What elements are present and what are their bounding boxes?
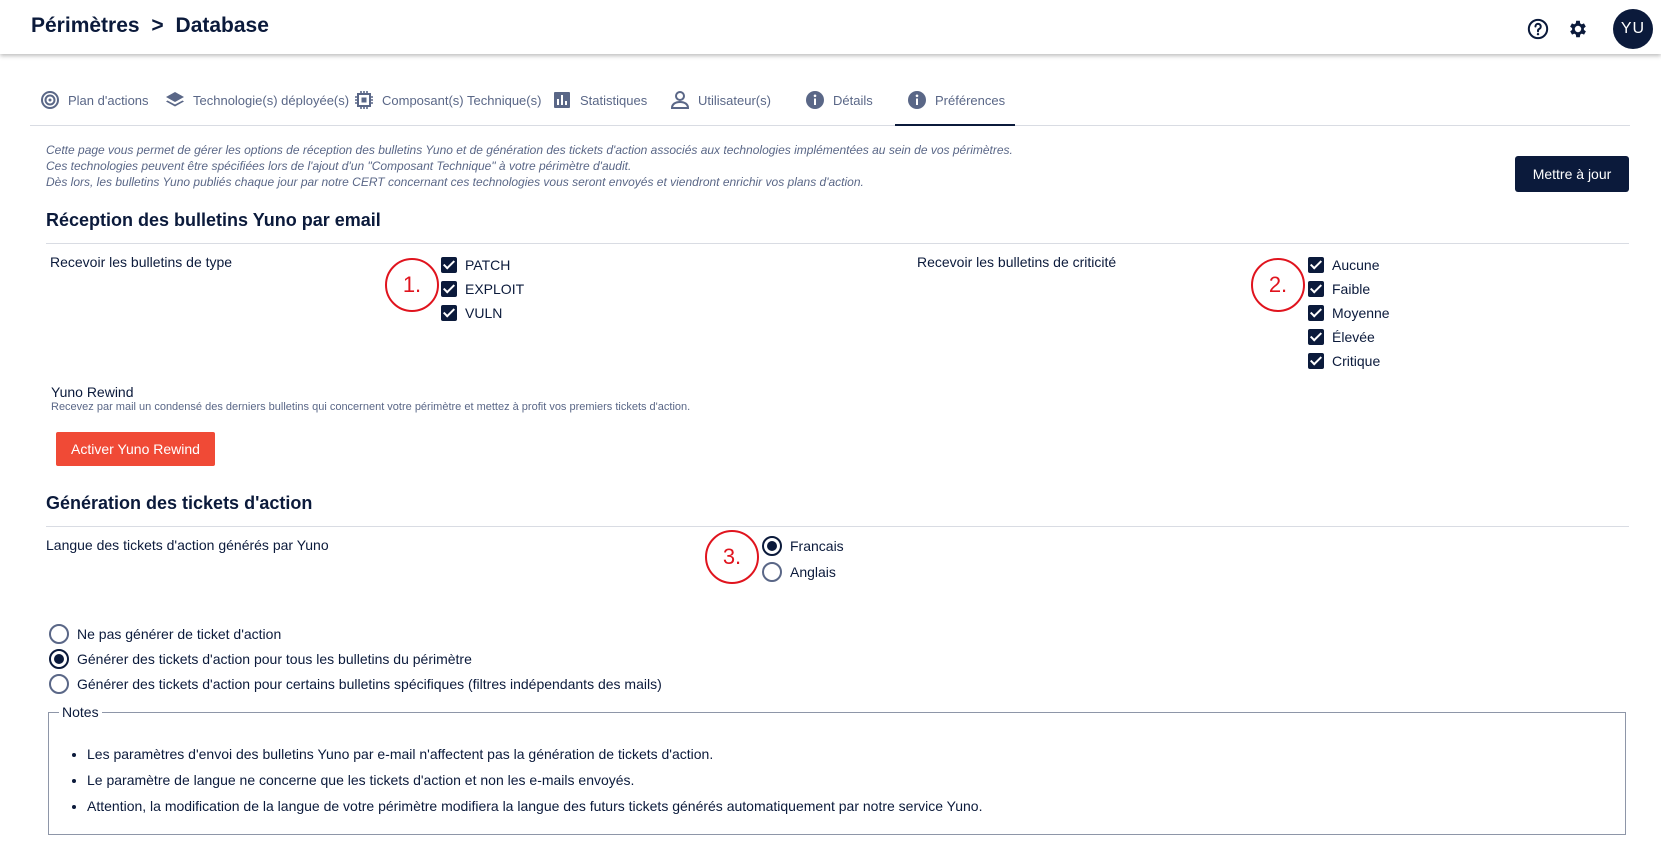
tickets-section-title: Génération des tickets d'action bbox=[46, 493, 313, 513]
user-avatar[interactable]: YU bbox=[1613, 9, 1653, 49]
annotation-marker-2: 2. bbox=[1251, 258, 1305, 312]
layers-icon bbox=[165, 90, 185, 110]
radio-unselected-icon[interactable] bbox=[49, 674, 69, 694]
breadcrumb-current: Database bbox=[175, 14, 269, 37]
list-item: • Attention, la modification de la langue de votre périmètre modifiera la langue des futurs tickets générés automatiquement par notre service Yuno. bbox=[87, 793, 982, 819]
radio-label: Générer des tickets d'action pour certains bulletins spécifiques (filtres indépendants des mails) bbox=[77, 676, 662, 692]
checkbox-checked-icon[interactable] bbox=[441, 281, 457, 297]
checkbox-checked-icon[interactable] bbox=[1308, 305, 1324, 321]
tab-plan-actions[interactable] bbox=[40, 86, 149, 126]
radio-label: Générer des tickets d'action pour tous les bulletins du périmètre bbox=[77, 651, 472, 667]
notes-list bbox=[87, 741, 982, 819]
breadcrumb-separator: > bbox=[151, 14, 164, 37]
checkbox-label: Critique bbox=[1332, 353, 1381, 369]
checkbox-label: Faible bbox=[1332, 281, 1371, 297]
checkbox-checked-icon[interactable] bbox=[441, 305, 457, 321]
checkbox-moyenne[interactable] bbox=[1308, 304, 1390, 322]
top-bar bbox=[0, 0, 1661, 54]
intro-line: Cette page vous permet de gérer les options de réception des bulletins Yuno et de génération des tickets d'action associés aux technologies implémentées au sein de vos périmètres. bbox=[46, 143, 1013, 157]
intro-text bbox=[46, 142, 1013, 190]
intro-line: Dès lors, les bulletins Yuno publiés chaque jour par notre CERT concernant ces technologies vous seront envoyés et viendront enrichir vos plans d'action. bbox=[46, 175, 864, 189]
checkbox-elevee[interactable] bbox=[1308, 328, 1375, 346]
tab-composants[interactable] bbox=[354, 86, 541, 126]
checkbox-checked-icon[interactable] bbox=[1308, 257, 1324, 273]
checkbox-aucune[interactable] bbox=[1308, 256, 1379, 274]
radio-all-bulletins[interactable] bbox=[49, 649, 472, 669]
rewind-description: Recevez par mail un condensé des derniers bulletins qui concernent votre périmètre et mettez à profit vos premiers tickets d'action. bbox=[51, 401, 691, 413]
checkbox-label: Aucune bbox=[1332, 257, 1380, 273]
radio-language-francais[interactable] bbox=[762, 536, 844, 556]
annotation-marker-1: 1. bbox=[385, 258, 439, 312]
tab-statistiques[interactable] bbox=[552, 86, 647, 126]
criticity-label: Recevoir les bulletins de criticité bbox=[917, 254, 1117, 270]
tab-technologies[interactable] bbox=[165, 86, 349, 126]
radio-unselected-icon[interactable] bbox=[762, 562, 782, 582]
update-button[interactable]: Mettre à jour bbox=[1515, 156, 1629, 192]
checkbox-vuln[interactable] bbox=[441, 304, 502, 322]
breadcrumb-parent-link[interactable]: Périmètres bbox=[31, 14, 140, 37]
checkbox-checked-icon[interactable] bbox=[1308, 281, 1324, 297]
tab-details[interactable] bbox=[805, 86, 873, 126]
radio-specific-bulletins[interactable] bbox=[49, 674, 662, 694]
language-label: Langue des tickets d'action générés par Yuno bbox=[46, 537, 329, 553]
rewind-title: Yuno Rewind bbox=[51, 384, 134, 400]
radio-language-anglais[interactable] bbox=[762, 562, 836, 582]
tab-bar bbox=[30, 86, 1630, 126]
tab-label: Préférences bbox=[935, 93, 1006, 108]
tab-preferences[interactable] bbox=[895, 86, 1015, 126]
radio-label: Francais bbox=[790, 538, 844, 554]
checkbox-faible[interactable] bbox=[1308, 280, 1370, 298]
radio-label: Ne pas générer de ticket d'action bbox=[77, 626, 282, 642]
annotation-marker-3: 3. bbox=[705, 530, 759, 584]
tab-label: Détails bbox=[833, 93, 873, 108]
help-circle-icon[interactable] bbox=[1527, 18, 1549, 40]
gear-icon[interactable] bbox=[1567, 18, 1589, 40]
user-icon bbox=[670, 90, 690, 110]
checkbox-checked-icon[interactable] bbox=[1308, 329, 1324, 345]
radio-selected-icon[interactable] bbox=[762, 536, 782, 556]
tab-label: Technologie(s) déployée(s) bbox=[193, 93, 350, 108]
checkbox-label: Moyenne bbox=[1332, 305, 1390, 321]
radio-selected-icon[interactable] bbox=[49, 649, 69, 669]
activate-rewind-button[interactable]: Activer Yuno Rewind bbox=[56, 432, 215, 466]
notes-box bbox=[48, 704, 1626, 835]
breadcrumb bbox=[31, 14, 269, 38]
checkbox-label: VULN bbox=[465, 305, 503, 321]
checkbox-checked-icon[interactable] bbox=[1308, 353, 1324, 369]
email-section-title: Réception des bulletins Yuno par email bbox=[46, 210, 381, 230]
radio-label: Anglais bbox=[790, 564, 836, 580]
tab-utilisateurs[interactable] bbox=[670, 86, 771, 126]
chip-icon bbox=[354, 90, 374, 110]
checkbox-label: PATCH bbox=[465, 257, 511, 273]
tab-label: Utilisateur(s) bbox=[698, 93, 771, 108]
checkbox-checked-icon[interactable] bbox=[441, 257, 457, 273]
checkbox-exploit[interactable] bbox=[441, 280, 524, 298]
checkbox-label: EXPLOIT bbox=[465, 281, 525, 297]
intro-line: Ces technologies peuvent être spécifiées lors de l'ajout d'un "Composant Technique" à votre périmètre d'audit. bbox=[46, 159, 632, 173]
list-item: • Les paramètres d'envoi des bulletins Yuno par e-mail n'affectent pas la génération de tickets d'action. bbox=[87, 741, 982, 767]
radio-unselected-icon[interactable] bbox=[49, 624, 69, 644]
list-item: • Le paramètre de langue ne concerne que les tickets d'action et non les e-mails envoyés. bbox=[87, 767, 982, 793]
checkbox-label: Élevée bbox=[1332, 329, 1375, 345]
bar-chart-icon bbox=[552, 90, 572, 110]
info-icon bbox=[907, 90, 927, 110]
target-icon bbox=[40, 90, 60, 110]
section-divider bbox=[46, 526, 1629, 527]
tab-label: Composant(s) Technique(s) bbox=[382, 93, 542, 108]
bulletin-type-label: Recevoir les bulletins de type bbox=[50, 254, 233, 270]
checkbox-patch[interactable] bbox=[441, 256, 510, 274]
section-divider bbox=[46, 243, 1629, 244]
tab-label: Statistiques bbox=[580, 93, 648, 108]
checkbox-critique[interactable] bbox=[1308, 352, 1380, 370]
radio-no-ticket[interactable] bbox=[49, 624, 281, 644]
notes-legend: Notes bbox=[59, 704, 102, 720]
tab-label: Plan d'actions bbox=[68, 93, 149, 108]
info-icon bbox=[805, 90, 825, 110]
